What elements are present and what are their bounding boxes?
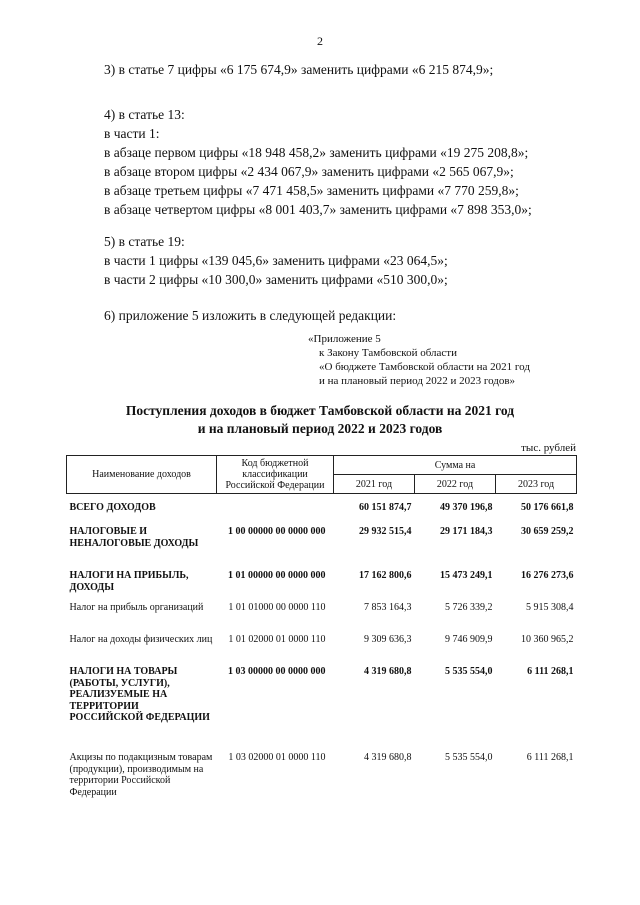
item4-line: в абзаце четвертом цифры «8 001 403,7» заменить цифрами «7 898 353,0»; bbox=[104, 202, 532, 217]
row-value-2022: 49 370 196,8 bbox=[440, 502, 493, 513]
row-value-2023: 6 111 268,1 bbox=[527, 666, 574, 677]
revenue-table bbox=[66, 455, 577, 814]
header-2023: 2023 год bbox=[496, 475, 577, 494]
row-code bbox=[217, 500, 334, 524]
annex-line: к Закону Тамбовской области bbox=[319, 347, 457, 359]
annex-line: «О бюджете Тамбовской области на 2021 год bbox=[319, 361, 530, 373]
row-value-2023: 50 176 661,8 bbox=[521, 502, 574, 513]
table-row bbox=[67, 664, 577, 750]
amendment-item-4 bbox=[104, 105, 532, 219]
row-code: 1 03 02000 01 0000 110 bbox=[228, 752, 326, 763]
row-name: Акцизы по подакцизным товарам (продукции), производимым на территории Российской Федерации bbox=[69, 752, 213, 798]
row-value-2021: 4 319 680,8 bbox=[364, 752, 412, 763]
row-value-2023: 16 276 273,6 bbox=[521, 570, 574, 581]
title-line-2: и на плановый период 2022 и 2023 годов bbox=[197, 421, 443, 436]
document-title bbox=[0, 402, 640, 438]
item4-line: в абзаце первом цифры «18 948 458,2» заменить цифрами «19 275 208,8»; bbox=[104, 145, 529, 160]
row-code: 1 01 02000 01 0000 110 bbox=[228, 634, 326, 645]
row-value-2021: 29 932 515,4 bbox=[359, 526, 412, 537]
row-value-2021: 7 853 164,3 bbox=[364, 602, 412, 613]
row-value-2023: 10 360 965,2 bbox=[521, 634, 574, 645]
row-value-2022: 5 535 554,0 bbox=[445, 666, 493, 677]
table-row bbox=[67, 600, 577, 632]
table-row bbox=[67, 750, 577, 814]
table-row bbox=[67, 568, 577, 600]
header-code: Код бюджетной классификации Российской Федерации bbox=[217, 456, 334, 494]
item6-text: 6) приложение 5 изложить в следующей редакции: bbox=[104, 308, 397, 323]
row-name: НАЛОГИ НА ПРИБЫЛЬ, ДОХОДЫ bbox=[69, 570, 189, 593]
amendment-item-5 bbox=[104, 232, 448, 289]
row-value-2023: 30 659 259,2 bbox=[521, 526, 574, 537]
item5-head: 5) в статье 19: bbox=[104, 234, 185, 249]
item4-head: 4) в статье 13: bbox=[104, 107, 185, 122]
page-number: 2 bbox=[317, 34, 323, 48]
row-value-2021: 17 162 800,6 bbox=[359, 570, 412, 581]
row-value-2021: 4 319 680,8 bbox=[364, 666, 412, 677]
row-value-2023: 5 915 308,4 bbox=[526, 602, 574, 613]
annex-header bbox=[308, 332, 530, 388]
row-name: НАЛОГИ НА ТОВАРЫ (РАБОТЫ, УСЛУГИ), РЕАЛИЗУЕМЫЕ НА ТЕРРИТОРИИ РОССИЙСКОЙ ФЕДЕРАЦИИ bbox=[69, 666, 210, 723]
header-sum: Сумма на bbox=[334, 456, 577, 475]
row-name: Налог на прибыль организаций bbox=[69, 602, 204, 613]
header-2021: 2021 год bbox=[334, 475, 415, 494]
header-name: Наименование доходов bbox=[67, 456, 217, 494]
annex-line: и на плановый период 2022 и 2023 годов» bbox=[319, 375, 516, 387]
row-value-2023: 6 111 268,1 bbox=[526, 752, 574, 763]
row-code: 1 01 01000 00 0000 110 bbox=[228, 602, 326, 613]
units-label: тыс. рублей bbox=[521, 442, 576, 454]
item5-line: в части 2 цифры «10 300,0» заменить цифрами «510 300,0»; bbox=[104, 272, 448, 287]
row-value-2022: 5 535 554,0 bbox=[445, 752, 493, 763]
item4-line: в части 1: bbox=[104, 126, 160, 141]
item4-line: в абзаце втором цифры «2 434 067,9» заменить цифрами «2 565 067,9»; bbox=[104, 164, 514, 179]
amendment-item-6 bbox=[104, 306, 396, 325]
header-2022: 2022 год bbox=[415, 475, 496, 494]
row-code: 1 03 00000 00 0000 000 bbox=[228, 666, 326, 677]
item4-line: в абзаце третьем цифры «7 471 458,5» заменить цифрами «7 770 259,8»; bbox=[104, 183, 519, 198]
row-value-2021: 60 151 874,7 bbox=[359, 502, 412, 513]
row-code: 1 00 00000 00 0000 000 bbox=[228, 526, 326, 537]
row-value-2022: 5 726 339,2 bbox=[445, 602, 493, 613]
item5-line: в части 1 цифры «139 045,6» заменить цифрами «23 064,5»; bbox=[104, 253, 448, 268]
row-name: НАЛОГОВЫЕ И НЕНАЛОГОВЫЕ ДОХОДЫ bbox=[69, 526, 199, 549]
table-row bbox=[67, 524, 577, 568]
item3-text: 3) в статье 7 цифры «6 175 674,9» заменить цифрами «6 215 874,9»; bbox=[104, 62, 494, 77]
row-value-2022: 15 473 249,1 bbox=[440, 570, 493, 581]
row-code: 1 01 00000 00 0000 000 bbox=[228, 570, 326, 581]
row-name: Налог на доходы физических лиц bbox=[69, 634, 213, 645]
row-value-2022: 29 171 184,3 bbox=[440, 526, 493, 537]
row-value-2021: 9 309 636,3 bbox=[364, 634, 412, 645]
table-row bbox=[67, 500, 577, 524]
amendment-item-3 bbox=[104, 60, 493, 79]
title-line-1: Поступления доходов в бюджет Тамбовской области на 2021 год bbox=[125, 403, 515, 418]
annex-line: «Приложение 5 bbox=[308, 333, 381, 345]
table-row bbox=[67, 632, 577, 664]
row-value-2022: 9 746 909,9 bbox=[445, 634, 493, 645]
row-name: ВСЕГО ДОХОДОВ bbox=[69, 502, 156, 513]
